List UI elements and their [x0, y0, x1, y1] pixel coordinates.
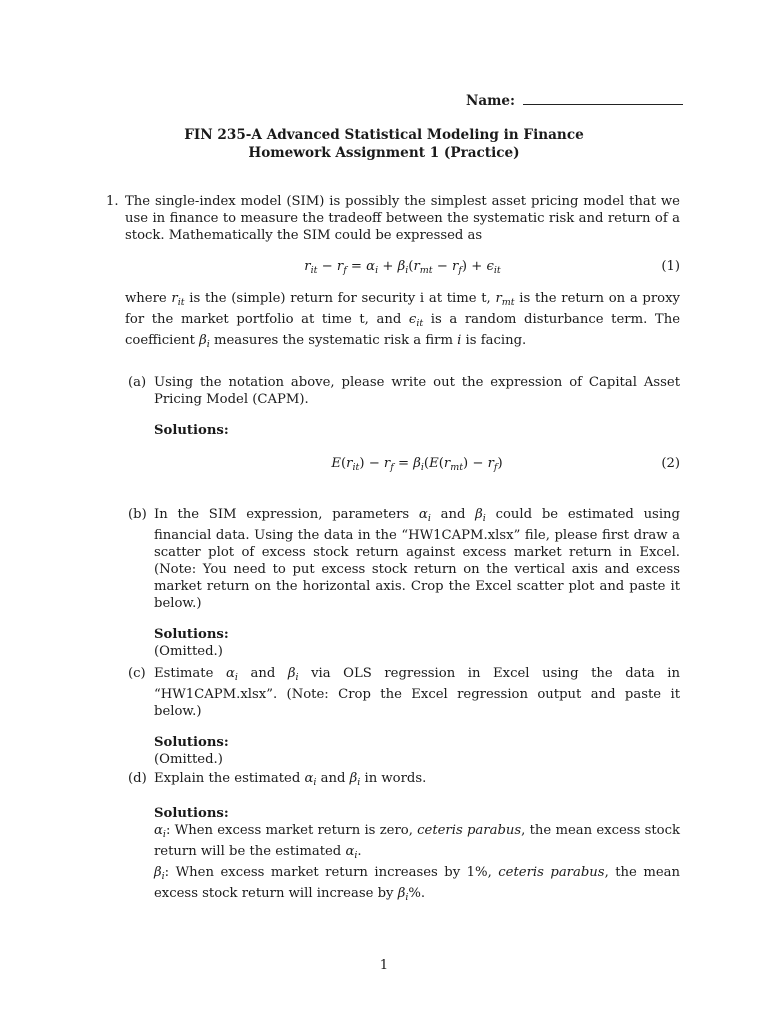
question-1: [106, 193, 680, 353]
part-a-question: Using the notation above, please write out the expression of Capital Asset Pricing Model (CAPM).: [154, 375, 680, 407]
assignment-title: Homework Assignment 1 (Practice): [248, 145, 520, 161]
equation-number: (2): [661, 456, 680, 471]
beta-explanation: $\beta_i$: When excess market return increases by 1%, ceteris parabus, the mean excess stock return will increase by $\beta_i\%$.: [154, 865, 681, 903]
part-b-question: In the SIM expression, parameters $\alpha_i$ and $\beta_i$ could be estimated using financial data. Using the data in the “HW1CAPM.xlsx” file, please first draw a scatter plot of excess stock return against excess market return in Excel. (Note: You need to put excess stock return on the vertical axis and excess market return on the horizontal axis. Crop the Excel scatter plot and paste it below.): [154, 507, 680, 611]
part-d: [128, 770, 680, 906]
part-d-question: Explain the estimated $\alpha_i$ and $\beta_i$ in words.: [154, 771, 427, 788]
question-1-intro: The single-index model (SIM) is possibly the simplest asset pricing model that we use in finance to measure the tradeoff between the systematic risk and return of a stock. Mathematically the SIM could be expressed as: [125, 194, 680, 243]
equation-2: [154, 455, 680, 475]
solution-heading: Solutions:: [154, 627, 229, 642]
course-title: FIN 235-A Advanced Statistical Modeling in Finance: [184, 127, 584, 143]
equation-1: [125, 258, 680, 278]
sim-formula: $r_{it} - r_f = \alpha_i + \beta_i(r_{mt} - r_f) + \epsilon_{it}$: [304, 259, 501, 276]
solution-heading: Solutions:: [154, 423, 229, 438]
solution-heading: Solutions:: [154, 806, 229, 821]
solution-heading: Solutions:: [154, 735, 229, 750]
part-b: [128, 506, 680, 660]
document-header: [0, 126, 768, 162]
name-label: Name:: [466, 93, 515, 109]
name-blank-line: [523, 92, 683, 105]
solution-text: (Omitted.): [154, 752, 223, 767]
part-c-question: Estimate $\alpha_i$ and $\beta_i$ via OLS regression in Excel using the data in “HW1CAPM.xlsx”. (Note: Crop the Excel regression output and paste it below.): [154, 666, 680, 719]
part-a: [128, 374, 680, 475]
question-1-explanation: where $r_{it}$ is the (simple) return for security i at time t, $r_{mt}$ is the return on a proxy for the market portfolio at time t, and $\epsilon_{it}$ is a random disturbance term. The coefficient $\beta_i$ measures the systematic risk a firm i is facing.: [125, 291, 680, 350]
part-label: (d): [128, 771, 147, 786]
question-number: 1.: [106, 194, 119, 209]
capm-formula: $E(r_{it}) - r_f = \beta_i(E(r_{mt}) - r_f)$: [331, 456, 503, 473]
name-field: [466, 92, 683, 110]
part-label: (c): [128, 666, 146, 681]
solution-text: (Omitted.): [154, 644, 223, 659]
part-label: (b): [128, 507, 147, 522]
part-c: [128, 665, 680, 768]
part-label: (a): [128, 375, 147, 390]
page-number: 1: [379, 958, 389, 973]
alpha-explanation: $\alpha_i$: When excess market return is zero, ceteris parabus, the mean excess stock return will be the estimated $\alpha_i$.: [154, 823, 680, 861]
equation-number: (1): [661, 259, 680, 274]
